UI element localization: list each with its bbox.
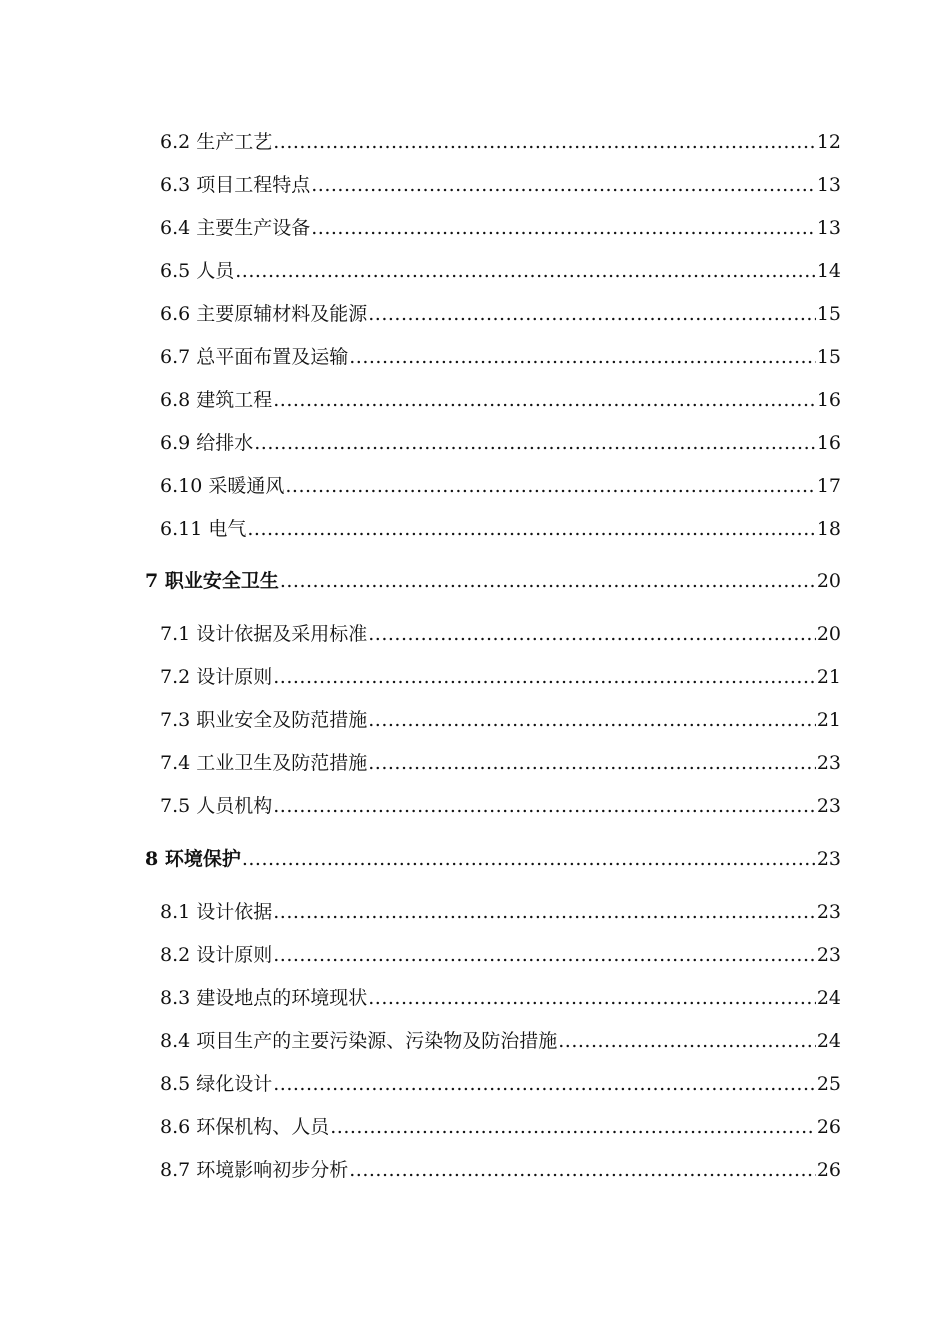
- toc-entry-label: 6.4 主要生产设备: [160, 217, 311, 239]
- toc-entry-page-number: 23: [816, 901, 841, 923]
- dot-leader: [285, 471, 815, 501]
- toc-entry[interactable]: [160, 342, 841, 372]
- toc-entry[interactable]: [160, 748, 841, 778]
- toc-entry[interactable]: [160, 897, 841, 927]
- dot-leader: [349, 1155, 816, 1185]
- toc-entry[interactable]: [160, 1155, 841, 1185]
- toc-entry-label: 7.2 设计原则: [160, 666, 273, 688]
- toc-entry-page-number: 20: [816, 570, 841, 592]
- toc-entry-label: 8 环境保护: [145, 848, 241, 870]
- toc-entry[interactable]: [160, 256, 841, 286]
- toc-entry[interactable]: [160, 385, 841, 415]
- toc-entry[interactable]: [160, 1112, 841, 1142]
- toc-entry-label: 6.6 主要原辅材料及能源: [160, 303, 368, 325]
- toc-entry-page-number: 20: [816, 623, 841, 645]
- dot-leader: [280, 566, 816, 596]
- toc-entry-label: 7.4 工业卫生及防范措施: [160, 752, 368, 774]
- dot-leader: [273, 940, 816, 970]
- toc-entry-label: 8.3 建设地点的环境现状: [160, 987, 368, 1009]
- toc-entry-page-number: 23: [816, 848, 841, 870]
- toc-entry[interactable]: [160, 428, 841, 458]
- toc-entry[interactable]: [160, 1026, 841, 1056]
- toc-entry-label: 8.1 设计依据: [160, 901, 273, 923]
- toc-entry-page-number: 21: [816, 666, 841, 688]
- toc-entry-label: 6.3 项目工程特点: [160, 174, 311, 196]
- toc-entry[interactable]: [160, 1069, 841, 1099]
- toc-entry[interactable]: [160, 471, 841, 501]
- dot-leader: [273, 897, 816, 927]
- dot-leader: [242, 844, 816, 874]
- toc-entry[interactable]: [160, 619, 841, 649]
- toc-entry[interactable]: [160, 940, 841, 970]
- toc-entry-label: 6.11 电气: [160, 518, 247, 540]
- dot-leader: [273, 385, 816, 415]
- toc-entry[interactable]: [160, 299, 841, 329]
- toc-entry-page-number: 15: [816, 303, 841, 325]
- toc-entry-label: 6.5 人员: [160, 260, 235, 282]
- toc-entry-page-number: 13: [816, 217, 841, 239]
- toc-entry-page-number: 26: [816, 1159, 841, 1181]
- toc-entry-label: 7.1 设计依据及采用标准: [160, 623, 368, 645]
- dot-leader: [273, 127, 816, 157]
- toc-entry-label: 8.2 设计原则: [160, 944, 273, 966]
- dot-leader: [311, 213, 816, 243]
- toc-entry-label: 8.5 绿化设计: [160, 1073, 273, 1095]
- toc-entry[interactable]: [160, 662, 841, 692]
- dot-leader: [273, 662, 816, 692]
- toc-entry[interactable]: [160, 705, 841, 735]
- toc-entry-label: 8.6 环保机构、人员: [160, 1116, 330, 1138]
- toc-entry-page-number: 12: [816, 131, 841, 153]
- toc-entry-page-number: 17: [816, 475, 841, 497]
- toc-entry-page-number: 24: [816, 987, 841, 1009]
- toc-entry[interactable]: [160, 127, 841, 157]
- toc-entry-page-number: 23: [816, 944, 841, 966]
- toc-entry-label: 6.10 采暖通风: [160, 475, 285, 497]
- toc-entry-page-number: 24: [816, 1030, 841, 1052]
- toc-entry-label: 6.2 生产工艺: [160, 131, 273, 153]
- toc-entry-label: 6.8 建筑工程: [160, 389, 273, 411]
- dot-leader: [273, 791, 816, 821]
- dot-leader: [247, 514, 815, 544]
- toc-entry-label: 6.9 给排水: [160, 432, 254, 454]
- toc-entry[interactable]: [160, 213, 841, 243]
- dot-leader: [273, 1069, 816, 1099]
- toc-entry-page-number: 15: [816, 346, 841, 368]
- toc-entry-page-number: 23: [816, 752, 841, 774]
- toc-entry-page-number: 14: [816, 260, 841, 282]
- dot-leader: [368, 705, 816, 735]
- toc-entry-page-number: 13: [816, 174, 841, 196]
- toc-chapter-entry[interactable]: [145, 844, 841, 874]
- toc-entry-page-number: 16: [816, 389, 841, 411]
- dot-leader: [558, 1026, 816, 1056]
- dot-leader: [368, 299, 816, 329]
- dot-leader: [235, 256, 816, 286]
- toc-chapter-entry[interactable]: [145, 566, 841, 596]
- toc-entry-label: 6.7 总平面布置及运输: [160, 346, 349, 368]
- toc-entry-label: 8.7 环境影响初步分析: [160, 1159, 349, 1181]
- dot-leader: [330, 1112, 816, 1142]
- dot-leader: [368, 619, 816, 649]
- toc-entry-label: 8.4 项目生产的主要污染源、污染物及防治措施: [160, 1030, 558, 1052]
- toc-entry-page-number: 23: [816, 795, 841, 817]
- toc-entry-page-number: 26: [816, 1116, 841, 1138]
- dot-leader: [254, 428, 816, 458]
- toc-entry-label: 7.5 人员机构: [160, 795, 273, 817]
- toc-entry-page-number: 21: [816, 709, 841, 731]
- dot-leader: [368, 983, 816, 1013]
- toc-entry-page-number: 25: [816, 1073, 841, 1095]
- dot-leader: [368, 748, 816, 778]
- toc-entry[interactable]: [160, 514, 841, 544]
- toc-entry-label: 7.3 职业安全及防范措施: [160, 709, 368, 731]
- toc-entry[interactable]: [160, 791, 841, 821]
- dot-leader: [349, 342, 816, 372]
- toc-entry-page-number: 18: [816, 518, 841, 540]
- toc-entry-label: 7 职业安全卫生: [145, 570, 279, 592]
- toc-entry[interactable]: [160, 983, 841, 1013]
- dot-leader: [311, 170, 816, 200]
- toc-entry[interactable]: [160, 170, 841, 200]
- toc-entry-page-number: 16: [816, 432, 841, 454]
